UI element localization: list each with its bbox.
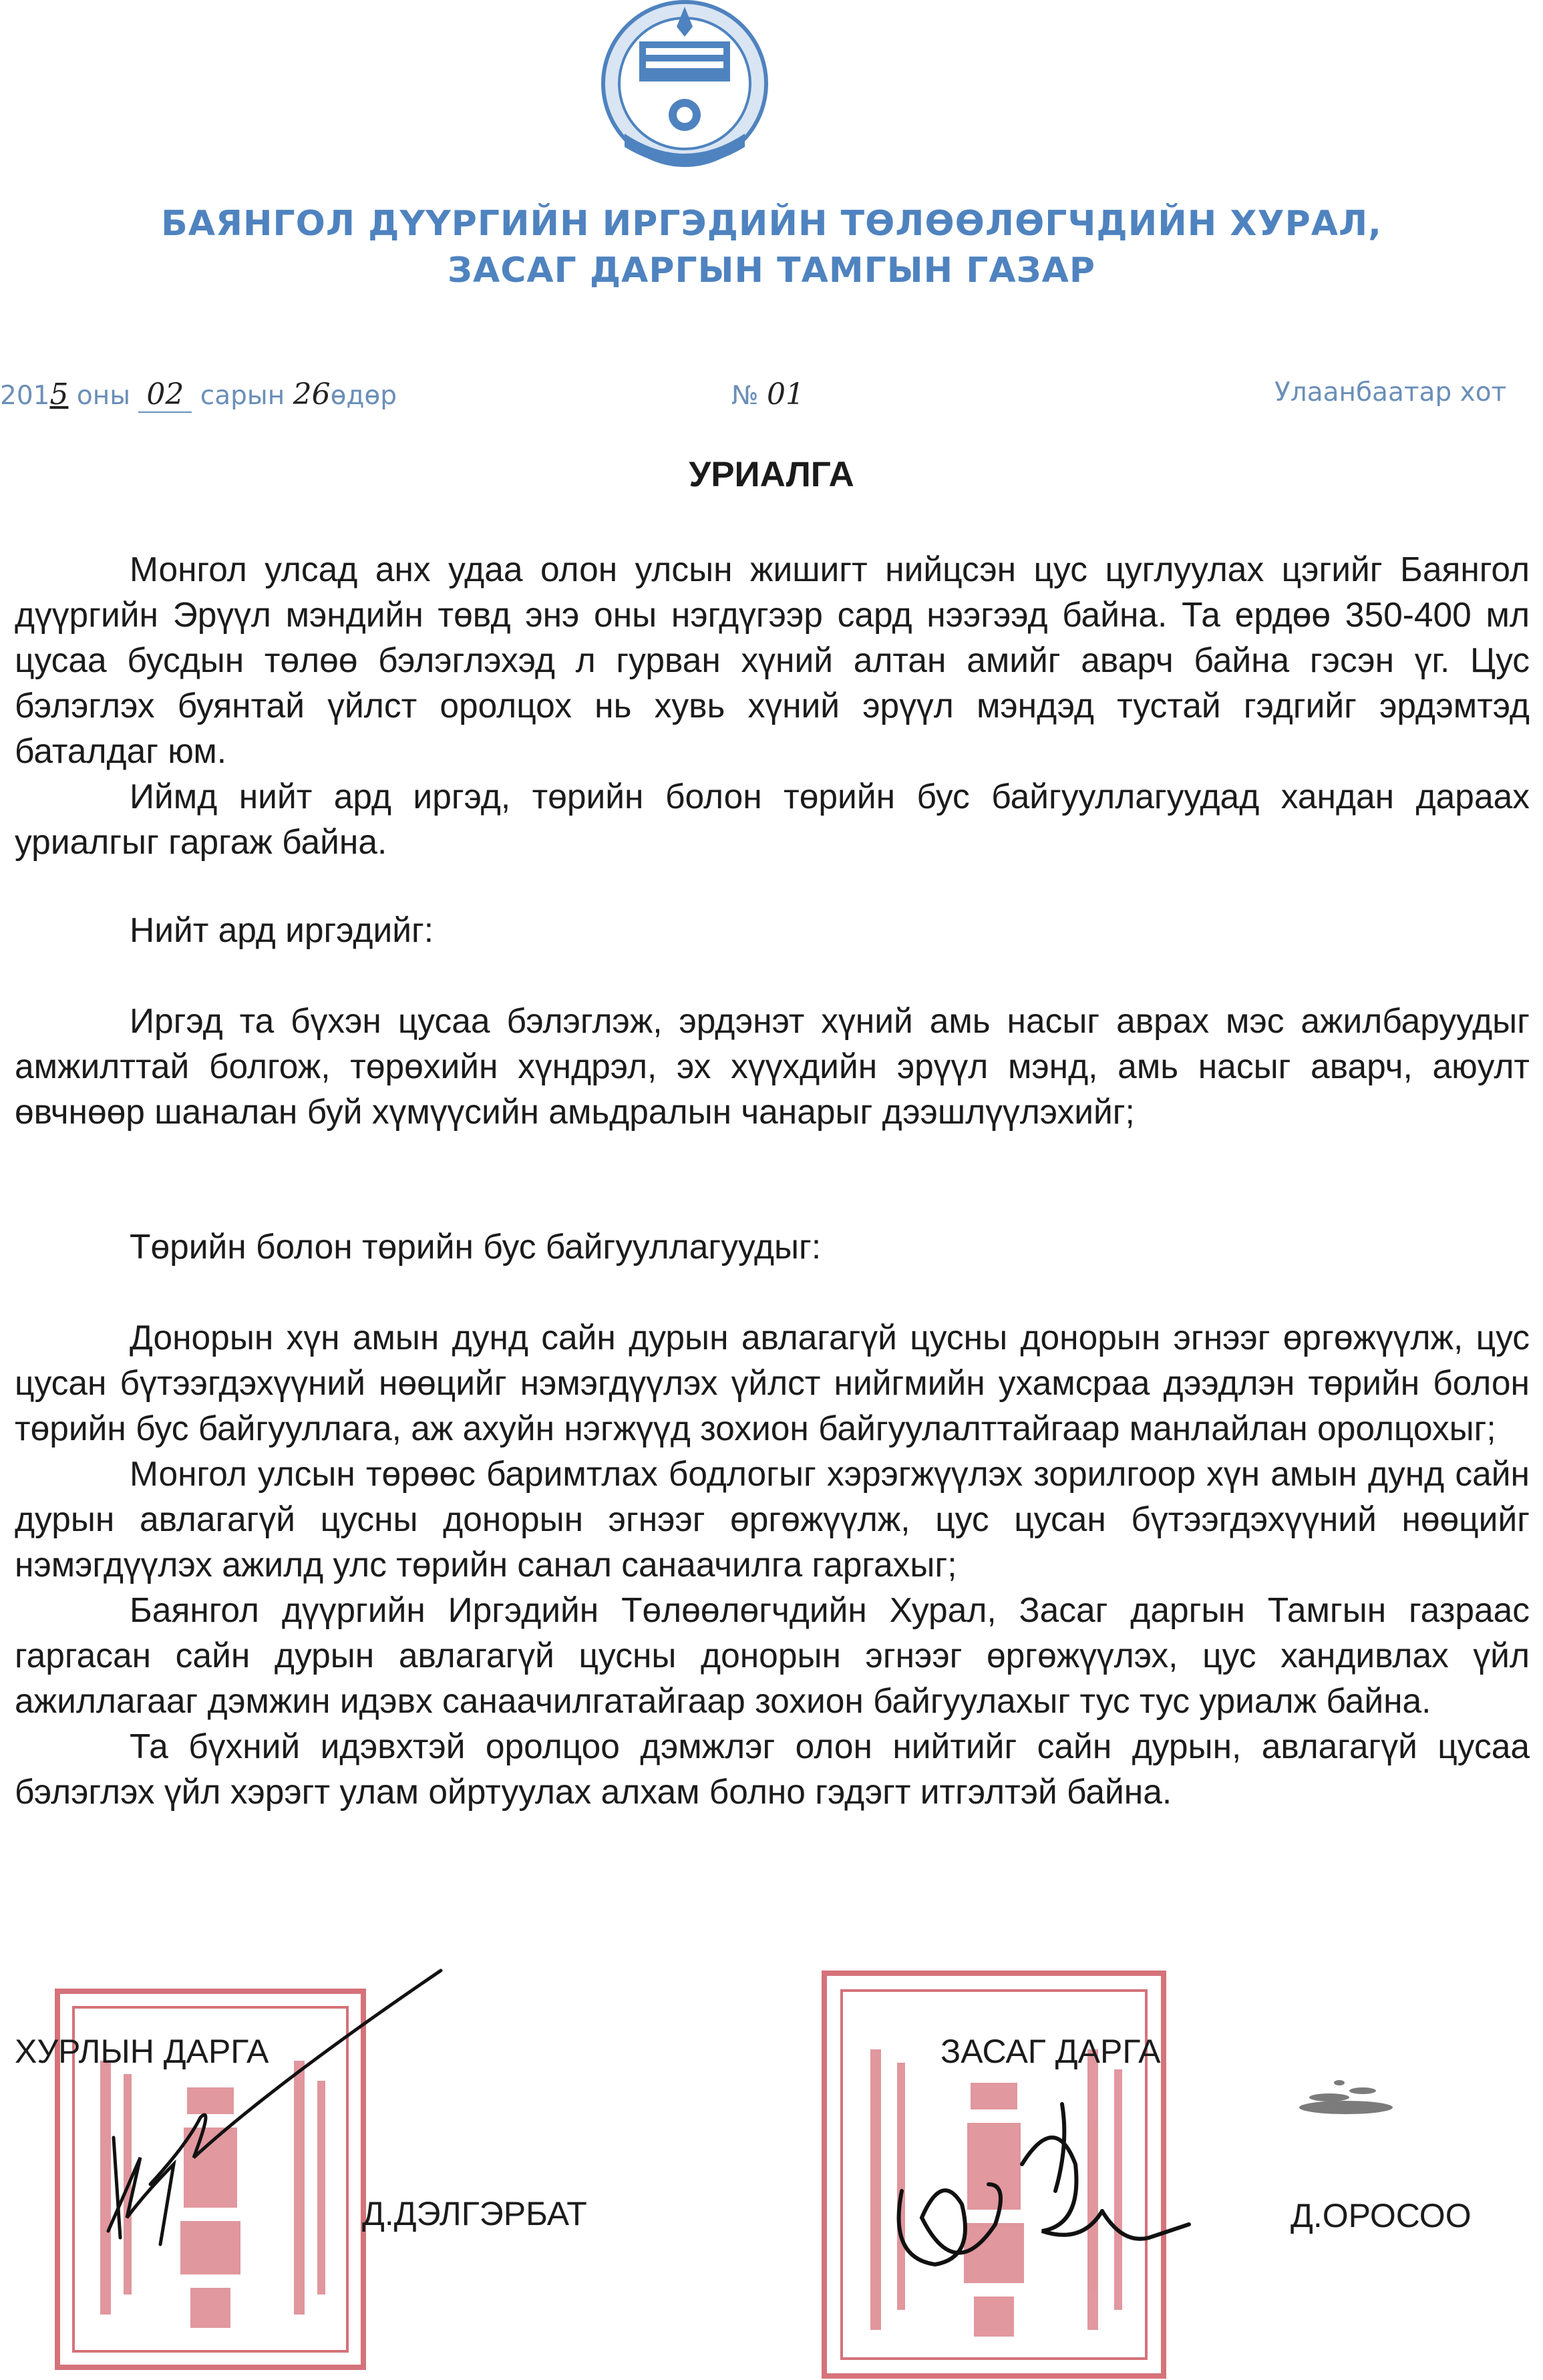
oni-label: оны xyxy=(68,381,139,411)
organization-name-line1: БАЯНГОЛ ДҮҮРГИЙН ИРГЭДИЙН ТӨЛӨӨЛӨГЧДИЙН ХУРАЛ, xyxy=(161,204,1382,244)
paragraph: Баянгол дүүргийн Иргэдийн Төлөөлөгчдийн Хурал, Засаг даргын Тамгын газраас гаргасан сайн дурын авлагагүй цусны донорын эгнээг өргөжүүлэх, цус хандивлах үйл ажиллагааг дэмжин идэвх санаачилгатайгаар зохион байгуулахыг тус тус уриалж байна. xyxy=(15,1590,1530,1720)
number-label: № xyxy=(731,381,767,411)
day-handwritten: 26 xyxy=(293,377,331,411)
paragraph: Та бүхний идэвхтэй оролцоо дэмжлэг олон нийтийг сайн дурын, авлагагүй цусаа бэлэглэх үйл хэрэгт улам ойртуулах алхам болно гэдэгт итгэлтэй байна. xyxy=(15,1727,1530,1811)
left-signatory-title: ХУРЛЫН ДАРГА xyxy=(15,2033,269,2070)
place-label: Улаанбаатар хот xyxy=(1274,377,1507,407)
paragraph-heading-citizens xyxy=(15,907,1530,953)
paragraph-heading-organizations xyxy=(15,1224,1530,1269)
udur-label: өдөр xyxy=(330,381,397,411)
paragraph-1-block xyxy=(15,546,1530,864)
document-number xyxy=(731,377,804,411)
organization-name-line2: ЗАСАГ ДАРГЫН ТАМГЫН ГАЗАР xyxy=(448,250,1095,291)
right-signatory-name: Д.ОРОСОО xyxy=(1291,2197,1472,2234)
paragraph: Монгол улсын төрөөс баримтлах бодлогыг хэрэгжүүлэх зорилгоор хүн амын дунд сайн дурын авлагагүй цусны донорын эгнээг өргөжүүлж, цус цусан бүтээгдэхүүний нөөцийг нэмэгдүүлэх ажилд улс төрийн санал санаачилга гаргахыг; xyxy=(15,1454,1530,1584)
state-emblem xyxy=(598,0,772,177)
left-handwritten-signature xyxy=(100,1964,448,2278)
paragraph: Монгол улсад анх удаа олон улсын жишигт нийцсэн цус цуглуулах цэгийг Баянгол дүүргийн Эрүүл мэндийн төвд энэ оны нэгдүгээр сард нээгээд байна. Та ердөө 350-400 мл цусаа бусдын төлөө бэлэглэхэд л гурван хүний алтан амийг аварч байна гэсэн үг. Цус бэлэглэх буянтай үйлст оролцох нь хувь хүний эрүүл мэндэд тустай гэдгийг эрдэмтэд баталдаг юм. xyxy=(15,550,1530,770)
number-handwritten: 01 xyxy=(766,377,804,411)
date-line xyxy=(0,377,397,413)
left-signatory-name: Д.ДЭЛГЭРБАТ xyxy=(362,2195,587,2232)
month-handwritten: 02 xyxy=(138,377,192,413)
year-handwritten: 5 xyxy=(49,377,69,411)
paragraph: Донорын хүн амын дунд сайн дурын авлагагүй цусны донорын эгнээг өргөжүүлж, цус цусан бүтээгдэхүүний нөөцийг нэмэгдүүлэх үйлст нийгмийн ухамсраа дээдлэн төрийн болон төрийн бус байгууллага, аж ахуйн нэгжүүд зохион байгуулалттайгаар манлайлан оролцохыг; xyxy=(15,1318,1530,1448)
section-heading: Төрийн болон төрийн бус байгууллагуудыг: xyxy=(130,1227,822,1266)
right-signatory-title: ЗАСАГ ДАРГА xyxy=(940,2033,1161,2070)
paragraph-organizations-block xyxy=(15,1315,1530,1814)
document-title: УРИАЛГА xyxy=(689,455,854,494)
paragraph: Иймд нийт ард иргэд, төрийн болон төрийн бус байгууллагуудад хандан дараах уриалгыг гаргаж байна. xyxy=(15,777,1530,861)
year-prefix: 201 xyxy=(0,381,50,411)
paragraph-citizens-block xyxy=(15,998,1530,1134)
right-handwritten-signature xyxy=(882,2091,1196,2291)
saryn-label: сарын xyxy=(192,381,293,411)
paragraph: Иргэд та бүхэн цусаа бэлэглэж, эрдэнэт хүний амь насыг аврах мэс ажилбаруудыг амжилттай болгож, төрөхийн хүндрэл, эх хүүхдийн эрүүл мэнд, амь насыг аварч, аюулт өвчнөөр шаналан буй хүмүүсийн амьдралын чанарыг дээшлүүлэхийг; xyxy=(15,1001,1530,1131)
ink-smudge xyxy=(1289,2071,1403,2131)
section-heading: Нийт ард иргэдийг: xyxy=(130,910,434,949)
